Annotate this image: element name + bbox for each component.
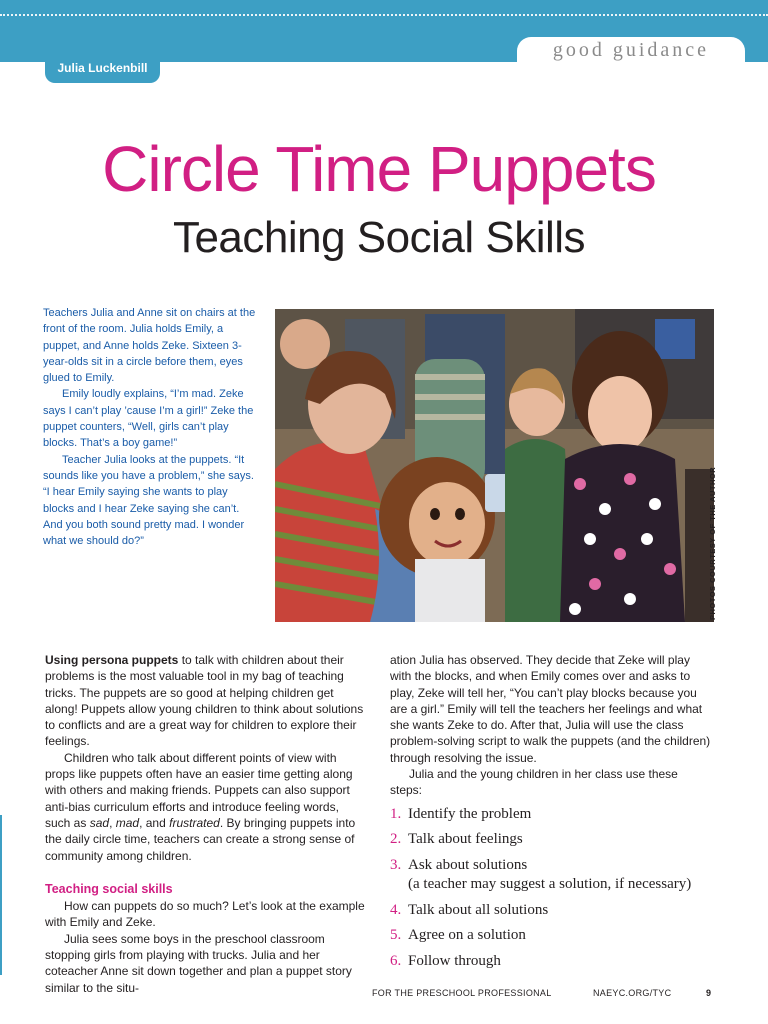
- intro-paragraph: Emily loudly explains, “I’m mad. Zeke says I can’t play ’cause I’m a girl!” Zeke the puppet counters, “Well, girls can’t play blocks. That’s a boy game!”: [43, 388, 254, 450]
- step-text: Talk about feelings: [408, 831, 523, 848]
- intro-paragraph: Teacher Julia looks at the puppets. “It sounds like you have a problem,” she says. “I hear Emily saying she wants to play blocks and I hear Zeke saying she can’t. And you both sound pretty mad. I wonder what we should do?”: [43, 453, 254, 548]
- step-item: [390, 901, 713, 921]
- intro-text: [43, 305, 258, 549]
- body-column-right: [390, 652, 713, 977]
- article-subtitle: Teaching Social Skills: [172, 213, 586, 262]
- step-number: 4.: [390, 901, 402, 918]
- body-text: to talk with children about their problems is the most valuable tool in my bag of teaching tricks. The puppets are so good at helping children get along! Puppets allow young children to think about solutions to conflicts and are a great way for children to explore their feelings.: [45, 653, 364, 749]
- step-number: 3.: [390, 856, 402, 873]
- body-paragraph: Julia and the young children in her class use these steps:: [390, 767, 678, 798]
- article-title: Circle Time Puppets: [102, 133, 656, 205]
- body-text: , and: [139, 815, 170, 830]
- step-item: [390, 830, 713, 850]
- feeling-word: sad: [89, 815, 110, 830]
- photo-credit: PHOTOS COURTESY OF THE AUTHOR: [708, 466, 717, 620]
- footer-url: NAEYC.ORG/TYC: [593, 988, 672, 998]
- puppet-photo-illustration: [275, 309, 714, 622]
- section-subhead: Teaching social skills: [45, 881, 173, 896]
- lead-in: Using persona puppets: [45, 653, 179, 667]
- classroom-photo: [275, 309, 714, 622]
- steps-list: [390, 805, 713, 972]
- step-text: Identify the problem: [408, 805, 532, 822]
- body-paragraph: How can puppets do so much? Let’s look at the example with Emily and Zeke.: [45, 899, 365, 930]
- step-item: [390, 952, 713, 972]
- section-label: good guidance: [552, 39, 709, 61]
- body-paragraph: Julia sees some boys in the preschool classroom stopping girls from playing with trucks. Julia and her coteacher Anne sit down together and plan a puppet story similar to the situ-: [45, 931, 352, 995]
- intro-paragraph: Teachers Julia and Anne sit on chairs at the front of the room. Julia holds Emily, a puppet, and Anne holds Zeke. Sixteen 3-year-olds sit in a circle before them, eyes glued to Emily.: [43, 307, 256, 385]
- step-item: [390, 805, 713, 825]
- footer-publication: FOR THE PRESCHOOL PROFESSIONAL: [372, 988, 552, 998]
- step-text: Agree on a solution: [408, 927, 526, 944]
- step-note: (a teacher may suggest a solution, if necessary): [408, 876, 692, 893]
- body-paragraph: [45, 652, 366, 750]
- step-text: Talk about all solutions: [408, 901, 549, 918]
- body-column-left: [45, 652, 366, 996]
- dotted-rule: [0, 14, 768, 16]
- body-paragraph: [45, 750, 366, 864]
- author-name: Julia Luckenbill: [57, 61, 148, 75]
- feeling-word: mad: [115, 815, 140, 830]
- step-text: Ask about solutions: [408, 856, 528, 873]
- step-number: 1.: [390, 805, 402, 822]
- body-text: Children who talk about different points of view with props like puppets often have an easier time getting along with others and making friends. Puppets can also support anti-bias curriculum efforts and introduce feeling words, such as: [45, 750, 353, 830]
- step-item: [390, 856, 713, 895]
- step-number: 6.: [390, 952, 402, 969]
- margin-rule: [0, 815, 2, 975]
- body-text: ,: [109, 815, 116, 830]
- step-text: Follow through: [408, 952, 501, 969]
- step-number: 5.: [390, 927, 402, 944]
- body-text: . By bringing puppets into the daily circle time, teachers can create a strong sense of community among children.: [45, 815, 356, 863]
- page-number: 9: [706, 988, 712, 998]
- step-number: 2.: [390, 831, 402, 848]
- feeling-word: frustrated: [169, 815, 220, 830]
- body-paragraph: ation Julia has observed. They decide that Zeke will play with the blocks, and when Emily comes over and asks to play, Zeke will tell her, “You can’t play blocks because you are a girl.” Emily will tell the teachers her feelings and what she wants Zeke to do. After that, Julia will use the class problem-solving script to walk the puppets (and the children) through resolving the issue.: [390, 653, 711, 765]
- step-item: [390, 926, 713, 946]
